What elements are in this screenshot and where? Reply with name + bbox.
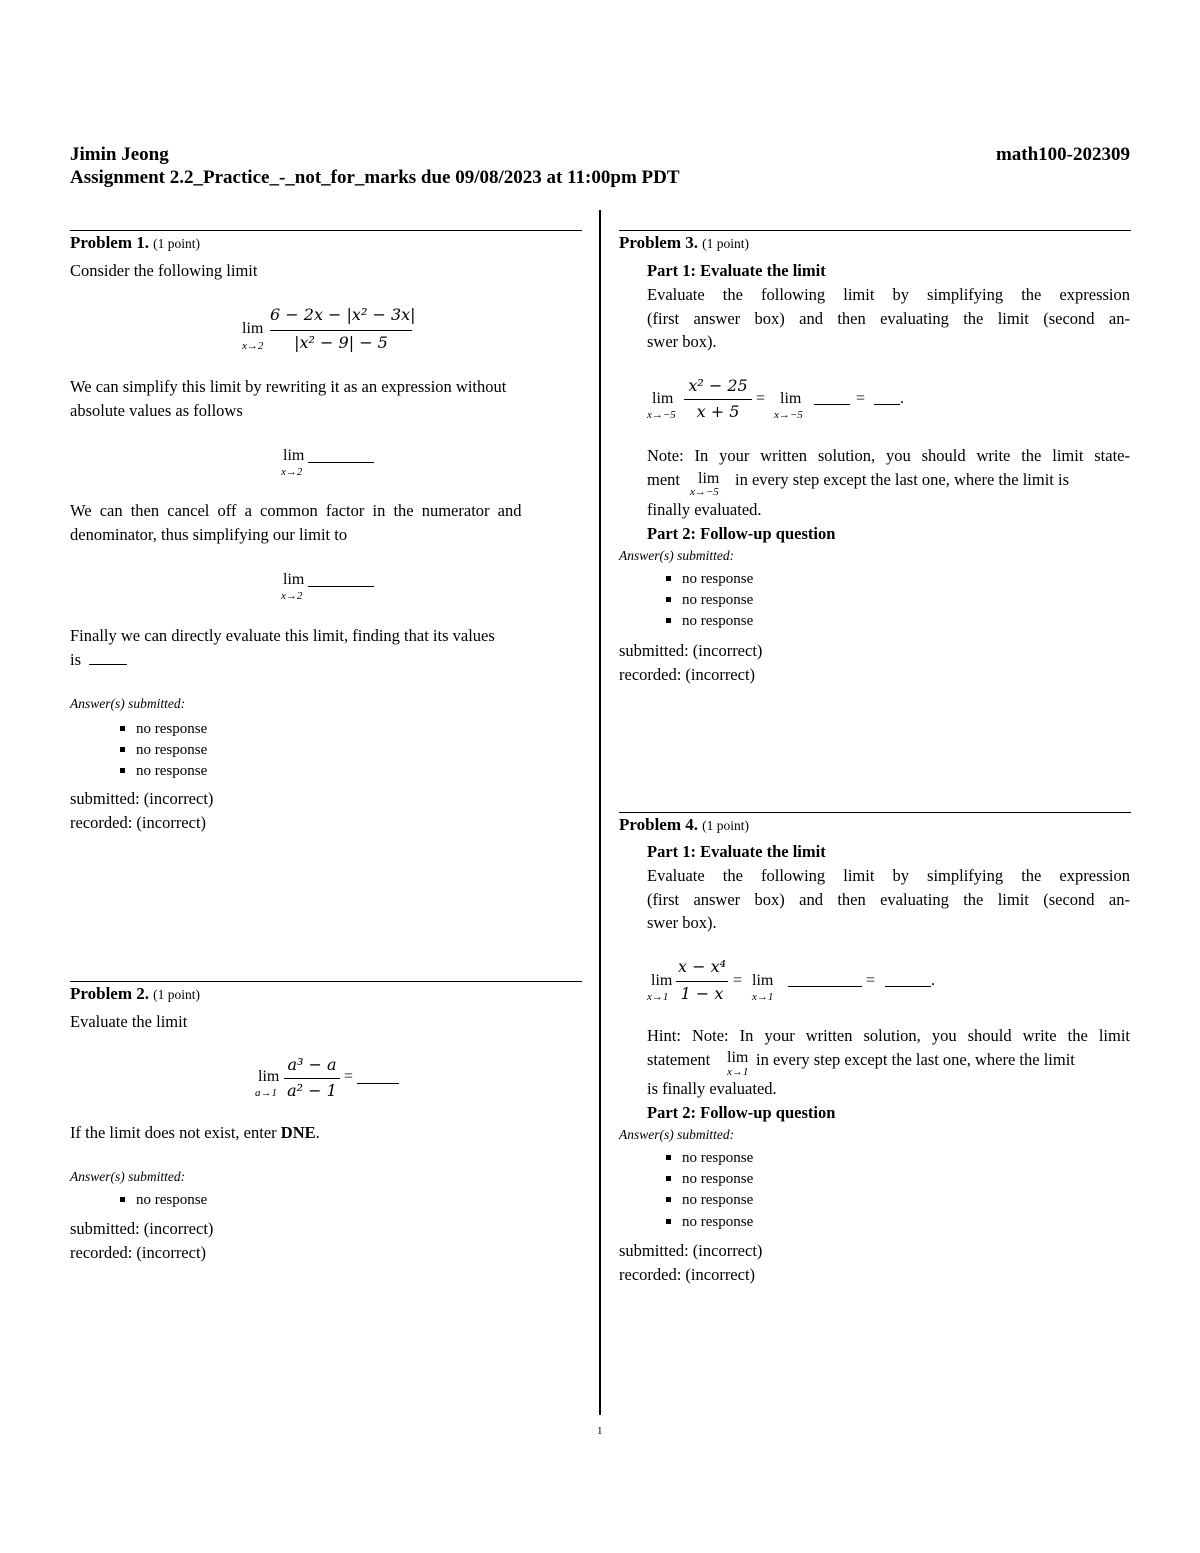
problem1-recorded: recorded: (incorrect) bbox=[70, 813, 207, 832]
problem4-lim-sub: x→1 bbox=[647, 991, 669, 1003]
problem3-lim-2-sub: x→−5 bbox=[774, 409, 803, 421]
problem2-recorded: recorded: (incorrect) bbox=[70, 1243, 207, 1262]
problem3-part1-text-c: swer box). bbox=[647, 332, 717, 351]
problem1-submitted: submitted: (incorrect) bbox=[70, 789, 214, 808]
problem4-hint-b2: in every step except the last one, where the limit bbox=[756, 1050, 1075, 1069]
problem3-submitted: submitted: (incorrect) bbox=[619, 641, 763, 660]
problem1-numerator: 6 − 2x − |x² − 3x| bbox=[270, 305, 416, 324]
problem2-dne-text: If the limit does not exist, enter bbox=[70, 1123, 277, 1142]
problem1-lim: lim bbox=[242, 320, 264, 337]
problem4-answer-item: no response bbox=[666, 1192, 753, 1209]
problem1-answers-label: Answer(s) submitted: bbox=[70, 696, 186, 711]
problem3-period: . bbox=[900, 390, 904, 407]
student-name: Jimin Jeong bbox=[70, 144, 169, 165]
problem2-submitted: submitted: (incorrect) bbox=[70, 1219, 214, 1238]
problem4-answer-item: no response bbox=[666, 1171, 753, 1188]
problem3-part2-title: Part 2: Follow-up question bbox=[647, 524, 836, 543]
problem1-lim-sub: x→2 bbox=[242, 340, 264, 352]
problem3-part1-text-a: Evaluate the following limit by simplifying the expression bbox=[647, 285, 1130, 304]
problem1-points: (1 point) bbox=[153, 236, 201, 251]
problem3-answer-blank-1[interactable] bbox=[814, 404, 850, 405]
problem4-recorded: recorded: (incorrect) bbox=[619, 1265, 756, 1284]
problem4-hint-lim: lim bbox=[727, 1049, 749, 1066]
problem4-title: Problem 4. bbox=[619, 815, 699, 834]
problem1-answer-blank-1[interactable] bbox=[308, 462, 374, 463]
problem1-text3a: Finally we can directly evaluate this limit, finding that its values bbox=[70, 626, 495, 645]
problem2-lim: lim bbox=[258, 1068, 280, 1085]
problem2-heading bbox=[70, 982, 200, 1007]
problem4-answer-blank-1[interactable] bbox=[788, 986, 862, 987]
problem4-hint-b1: statement bbox=[647, 1050, 711, 1069]
problem3-part1-title: Part 1: Evaluate the limit bbox=[647, 261, 826, 280]
problem3-note-lim-sub: x→−5 bbox=[690, 486, 719, 498]
problem3-note-b1: ment bbox=[647, 470, 680, 489]
problem3-note-b2: in every step except the last one, where the limit is bbox=[735, 470, 1070, 489]
problem1-text1b: absolute values as follows bbox=[70, 401, 243, 420]
problem4-hint-lim-sub: x→1 bbox=[727, 1066, 749, 1078]
problem3-numerator: x² − 25 bbox=[688, 376, 748, 395]
problem3-note-c: finally evaluated. bbox=[647, 500, 762, 519]
problem2-equals: = bbox=[344, 1068, 354, 1085]
problem3-lim: lim bbox=[652, 390, 674, 407]
problem3-title: Problem 3. bbox=[619, 233, 699, 252]
problem4-answer-blank-2[interactable] bbox=[885, 986, 931, 987]
problem3-answer-item: no response bbox=[666, 613, 753, 630]
problem2-fraction-bar bbox=[284, 1078, 340, 1079]
problem4-lim-2: lim bbox=[752, 972, 774, 989]
problem3-answers-label: Answer(s) submitted: bbox=[619, 548, 735, 563]
problem4-answer-item: no response bbox=[666, 1214, 753, 1231]
problem1-lim-2: lim bbox=[283, 447, 305, 464]
problem3-note-a: Note: In your written solution, you should write the limit state- bbox=[647, 446, 1130, 465]
problem1-answer-blank-3[interactable] bbox=[89, 664, 127, 665]
problem4-equals-2: = bbox=[866, 972, 876, 989]
problem4-denominator: 1 − x bbox=[680, 984, 724, 1003]
problem3-equals-2: = bbox=[856, 390, 866, 407]
problem1-answer-item: no response bbox=[120, 721, 207, 738]
problem4-points: (1 point) bbox=[702, 818, 750, 833]
assignment-title: Assignment 2.2_Practice_-_not_for_marks due 09/08/2023 at 11:00pm PDT bbox=[70, 167, 680, 188]
problem4-answer-item: no response bbox=[666, 1150, 753, 1167]
problem1-title: Problem 1. bbox=[70, 233, 150, 252]
problem4-fraction-bar bbox=[676, 981, 728, 982]
course-code: math100-202309 bbox=[995, 144, 1130, 165]
problem4-lim-2-sub: x→1 bbox=[752, 991, 774, 1003]
problem4-part1-text-a: Evaluate the following limit by simplifying the expression bbox=[647, 866, 1130, 885]
page-number: 1 bbox=[597, 1425, 603, 1437]
problem4-submitted: submitted: (incorrect) bbox=[619, 1241, 763, 1260]
problem3-heading bbox=[619, 231, 749, 256]
problem2-intro: Evaluate the limit bbox=[70, 1012, 188, 1031]
problem3-part1-text-b: (first answer box) and then evaluating the limit (second an- bbox=[647, 309, 1130, 328]
problem3-lim-2: lim bbox=[780, 390, 802, 407]
problem3-recorded: recorded: (incorrect) bbox=[619, 665, 756, 684]
problem2-dne-end: . bbox=[315, 1123, 320, 1142]
problem2-denominator: a² − 1 bbox=[287, 1081, 337, 1100]
problem1-lim-3: lim bbox=[283, 571, 305, 588]
problem4-lim: lim bbox=[651, 972, 673, 989]
problem1-answer-blank-2[interactable] bbox=[308, 586, 374, 587]
problem3-note-lim: lim bbox=[698, 470, 720, 487]
problem3-fraction-bar bbox=[684, 399, 752, 400]
problem4-equals-1: = bbox=[733, 972, 743, 989]
problem3-answer-item: no response bbox=[666, 571, 753, 588]
problem4-numerator: x − x⁴ bbox=[677, 957, 727, 976]
problem2-lim-sub: a→1 bbox=[255, 1087, 277, 1099]
problem2-numerator: a³ − a bbox=[287, 1055, 337, 1074]
problem4-part1-text-c: swer box). bbox=[647, 913, 717, 932]
problem1-lim-3-sub: x→2 bbox=[281, 590, 303, 602]
problem2-dne-line bbox=[70, 1121, 320, 1145]
problem2-title: Problem 2. bbox=[70, 984, 150, 1003]
problem4-part1-text-b: (first answer box) and then evaluating the limit (second an- bbox=[647, 890, 1130, 909]
problem1-lim-2-sub: x→2 bbox=[281, 466, 303, 478]
problem4-part2-title: Part 2: Follow-up question bbox=[647, 1103, 836, 1122]
problem2-answer-item: no response bbox=[120, 1192, 207, 1209]
problem1-text2b: denominator, thus simplifying our limit to bbox=[70, 525, 348, 544]
problem2-answer-blank[interactable] bbox=[357, 1083, 399, 1084]
problem1-text1a: We can simplify this limit by rewriting it as an expression without bbox=[70, 377, 507, 396]
problem2-points: (1 point) bbox=[153, 987, 201, 1002]
problem2-answers-label: Answer(s) submitted: bbox=[70, 1169, 186, 1184]
problem4-hint-a: Hint: Note: In your written solution, you should write the limit bbox=[647, 1026, 1130, 1045]
column-divider bbox=[599, 210, 601, 1415]
problem1-heading bbox=[70, 231, 200, 256]
problem3-denominator: x + 5 bbox=[696, 402, 740, 421]
problem1-fraction-bar bbox=[270, 330, 412, 331]
problem3-answer-blank-2[interactable] bbox=[874, 404, 900, 405]
problem4-hint-c: is finally evaluated. bbox=[647, 1079, 777, 1098]
problem1-text2a: We can then cancel off a common factor in the numerator and bbox=[70, 501, 522, 520]
problem4-heading bbox=[619, 813, 749, 838]
problem3-points: (1 point) bbox=[702, 236, 750, 251]
problem4-period: . bbox=[931, 972, 935, 989]
problem2-dne-word: DNE bbox=[280, 1123, 316, 1142]
problem3-answer-item: no response bbox=[666, 592, 753, 609]
problem1-denominator: |x² − 9| − 5 bbox=[294, 333, 388, 352]
problem4-answers-label: Answer(s) submitted: bbox=[619, 1127, 735, 1142]
problem1-answer-item: no response bbox=[120, 742, 207, 759]
problem1-answer-item: no response bbox=[120, 763, 207, 780]
problem1-text3b: is bbox=[70, 650, 82, 669]
problem1-intro: Consider the following limit bbox=[70, 261, 258, 280]
problem3-lim-sub: x→−5 bbox=[647, 409, 676, 421]
problem4-part1-title: Part 1: Evaluate the limit bbox=[647, 842, 826, 861]
problem3-equals-1: = bbox=[756, 390, 766, 407]
